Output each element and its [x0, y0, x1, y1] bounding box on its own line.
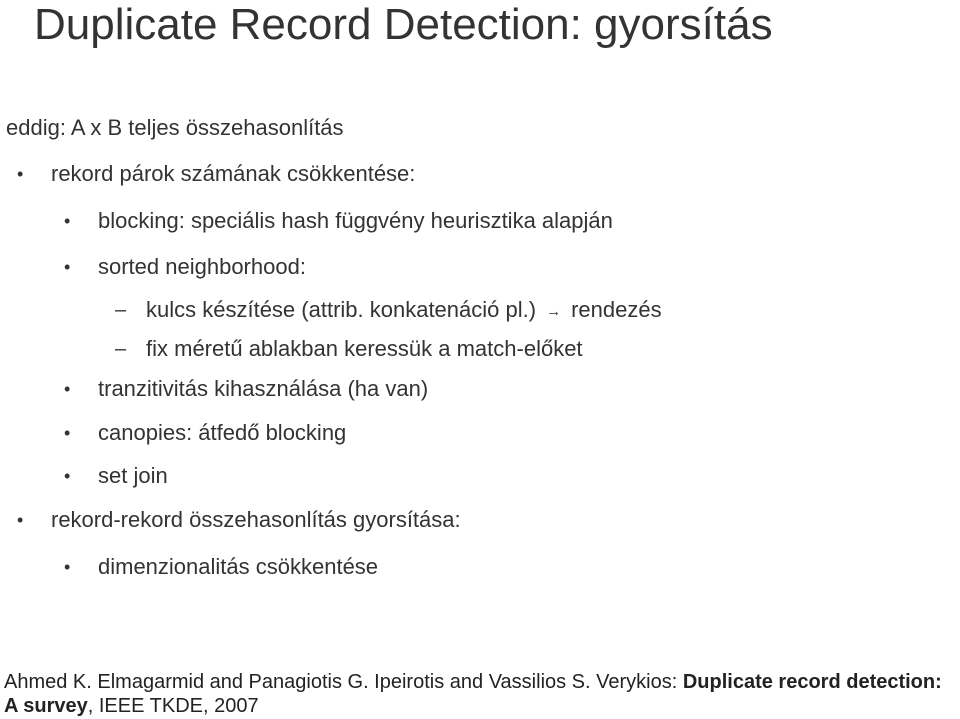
bullet-record-comparison-speedup: rekord-rekord összehasonlítás gyorsítása:: [51, 507, 461, 532]
bullet-sorted-neighborhood: sorted neighborhood:: [98, 254, 306, 279]
reference-paper-title: Duplicate record detection: A survey: [4, 671, 942, 717]
dash-marker: –: [115, 338, 127, 360]
bullet-marker: •: [64, 423, 71, 443]
sorting-text: rendezés: [571, 297, 662, 322]
bullet-marker: •: [17, 164, 24, 184]
bullet-marker: •: [64, 211, 71, 231]
bullet-blocking: blocking: speciális hash függvény heurisztika alapján: [98, 208, 613, 233]
bullet-transitivity: tranzitivitás kihasználása (ha van): [98, 376, 429, 401]
reference-footer: [4, 670, 954, 718]
key-creation-text: kulcs készítése (attrib. konkatenáció pl.): [146, 297, 537, 322]
reference-authors: Ahmed K. Elmagarmid and Panagiotis G. Ipeirotis and Vassilios S. Verykios:: [4, 671, 683, 693]
bullet-dimensionality-reduction: dimenzionalitás csökkentése: [98, 554, 379, 579]
slide-title: Duplicate Record Detection: gyorsítás: [34, 0, 773, 49]
bullet-record-pair-reduction: rekord párok számának csökkentése:: [51, 161, 416, 186]
dash-marker: –: [115, 299, 127, 321]
bullet-marker: •: [64, 466, 71, 486]
right-arrow-icon: →: [546, 303, 562, 320]
bullet-marker: •: [17, 510, 24, 530]
bullet-canopies: canopies: átfedő blocking: [98, 420, 347, 445]
bullet-set-join: set join: [98, 463, 168, 488]
bullet-marker: •: [64, 379, 71, 399]
subbullet-key-creation: [146, 297, 662, 325]
bullet-marker: •: [64, 257, 71, 277]
reference-venue: , IEEE TKDE, 2007: [87, 695, 259, 717]
intro-text: eddig: A x B teljes összehasonlítás: [6, 115, 344, 140]
bullet-marker: •: [64, 557, 71, 577]
subbullet-fixed-window: fix méretű ablakban keressük a match-előket: [146, 336, 583, 361]
